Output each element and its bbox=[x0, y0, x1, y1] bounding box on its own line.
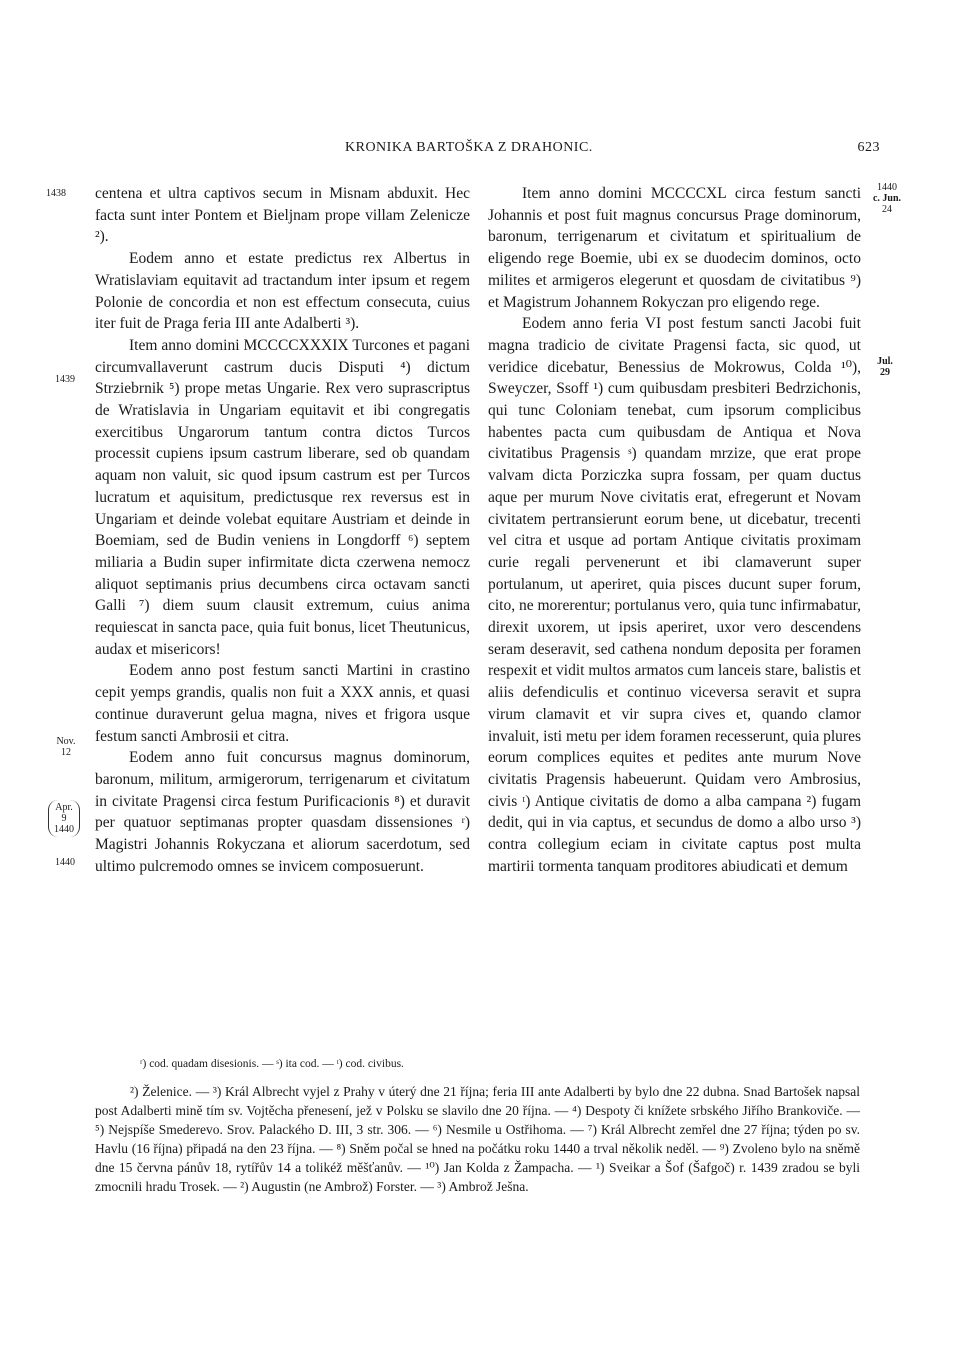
left-column bbox=[95, 183, 470, 878]
margin-month: Jul. bbox=[877, 356, 893, 367]
margin-day: 24 bbox=[882, 204, 892, 215]
paragraph: Item anno domini MCCCCXXXIX Turcones et pagani circumvallaverunt castrum ducis Disputi ⁴) dictum Strziebrnik ⁵) prope metas Ungarie. Rex vero suprascriptus de Wratislavia in Ungariam equitavit et ibi congregatis exercitibus Ungarorum tantum contra dictos Turcos processit cupiens ipsum castrum liberare, sed ob quandam aquam non valuit, sic quod ipsum castrum est per Turcos lucratum et aquisitum, predictusque rex reversus est in Ungariam et deinde volebat equitare Austriam et deinde in Boemiam, sed de Budin veniens in Longdorff ⁶) septem miliaria a Budin super infirmitate dicta czerwena nemocz aliquot septimanis prius decumbens circa octavam sancti Galli ⁷) diem suum clausit extremum, cuius anima requiescat in sancta pace, quia fuit bonus, licet Theutunicus, audax et misericors! bbox=[95, 336, 470, 658]
page-header bbox=[95, 140, 880, 160]
paragraph: Eodem anno fuit concursus magnus dominorum, baronum, militum, armigerorum, terrigenarum et civitatum in civitate Pragensi circa festum Purificacionis ⁸) et duravit per quatuor septimanas propter quasdam dissensiones ʳ) Magistri Johannis Rokyczana et aliorum sacerdotum, sed ultimo pulcremodo omnes se invicem composuerunt. bbox=[95, 749, 470, 875]
margin-year: 1440 bbox=[54, 824, 74, 835]
margin-day: 12 bbox=[61, 747, 71, 758]
margin-day: 9 bbox=[61, 813, 67, 824]
margin-month: c. Jun. bbox=[872, 193, 902, 204]
paragraph: Eodem anno et estate predictus rex Albertus in Wratislaviam equitavit ad tractandum inter ipsum et regem Polonie de concordia et non est effectum consecuta, cuius iter fuit de Praga feria III ante Adalberti ³). bbox=[95, 250, 470, 333]
margin-year: 1440 bbox=[877, 182, 897, 193]
paragraph: Eodem anno post festum sancti Martini in crastino cepit yemps grandis, qualis non fuit a XXX annis, et quasi continue duraverunt gelua magna, nives et frigora usque festum sancti Ambrosii et citra. bbox=[95, 662, 470, 745]
margin-date-apr bbox=[48, 800, 80, 837]
paragraph: Item anno domini MCCCCXL circa festum sancti Johannis et post fuit magnus concursus Prage dominorum, baronum, terrigenarum et civitatum et spiritualium de eligendo rege Boemie, ubi ex se duodecim dominos, octo milites et armigeros elegerunt et quosdam de civitatibus ⁹) et Magistrum Johannem Rokyczan pro eligendo rege. bbox=[488, 185, 861, 311]
editorial-footnotes bbox=[95, 1082, 860, 1196]
margin-month: Nov. bbox=[56, 736, 76, 747]
variant-footnotes: ʳ) cod. quadam disesionis. — ˢ) ita cod. — ᵗ) cod. civibus. bbox=[140, 1058, 404, 1070]
running-title: KRONIKA BARTOŠKA Z DRAHONIC. bbox=[345, 140, 593, 155]
margin-date-jun bbox=[872, 182, 902, 215]
margin-year-1438: 1438 bbox=[46, 188, 66, 199]
page-number: 623 bbox=[857, 140, 880, 155]
footnote-text: ²) Želenice. — ³) Král Albrecht vyjel z Prahy v úterý dne 21 října; feria III ante Adalberti by bylo dne 22 dubna. Snad Bartošek napsal post Adalberti mině tím sv. Vojtěcha přenesení, jež v Polsku se slavilo dne 20 října. — ⁴) Despoty či knížete srbského Jiřího Brankoviče. — ⁵) Nejspíše Smederevo. Srov. Palackého D. III, 3 str. 306. — ⁶) Nesmile u Ostřihoma. — ⁷) Král Albrecht zemřel dne 27 října; týden po sv. Havlu (16 října) připadá na den 23 října. — ⁸) Sněm počal se hned na počátku roku 1440 a trval několik neděl. — ⁹) Zvoleno bylo na sněmě dne 15 června pánův 18, rytířův 14 a tolikéž měšťanův. — ¹⁰) Jan Kolda z Žampacha. — ¹) Sveikar a Šof (Šafgoč) r. 1439 zradou se byli zmocnili hradu Trosek. — ²) Augustin (ne Ambrož) Forster. — ³) Ambrož Ješna. bbox=[95, 1084, 860, 1194]
paragraph: Eodem anno feria VI post festum sancti Jacobi fuit magna tradicio de civitate Pragensi facta, sic quod, ut veridice dicebatur, Benessius de Mokrowus, Colda ¹⁰), Sweyczer, Ssoff ¹) cum quibusdam presbiteri Bedrzichonis, qui tunc Coloniam tenebat, cum ipsorum complicibus habentes pacta cum quibusdam de Antiqua et Nova civitatibus Pragensis ˢ) quandam mrzize, que erat prope valvam dicta Porziczka supra fossam, per quam ductus aque per murum Nove civitatis erat, efregerunt et Novam civitatem pertransierunt eorum bene, ut dicebatur, trecenti vel citra et usque ad portam Antique civitatis proximam curie regali pervenerunt et ibi clamaverunt super portulanum, ut aperiret, quia pisces ducunt super forum, cito, ne morerentur; portulanus vero, quia tunc infirmabatur, direxit uxorem, ut ipsis aperiret, uxor vero descendens seram deseravit, sed cathena nondum deposita per foramen respexit et vidit multos armatos cum lanceis stare, balistis et aliis defendiculis et continuo viceversa seravit et supra virum clamavit et vir supra cives et, quando clamor invaluit, isti metu per idem foramen recesserunt, quia plures eorum complices equites et pedites ante murum Nove civitatis Pragensis habeuerunt. Quidam vero Ambrosius, civis ᵗ) Antique civitatis de domo a alba campana ²) fugam dedit, qui in via captus, et secundus de domo a albo urso ³) contra collegium eciam in civitate captus post multa martirii tormenta tanquam proditores abiudicati et demum bbox=[488, 315, 861, 875]
margin-day: 29 bbox=[880, 367, 890, 378]
margin-year-1440: 1440 bbox=[55, 857, 75, 868]
margin-month: Apr. bbox=[55, 802, 73, 813]
right-column bbox=[488, 183, 861, 878]
margin-date-jul bbox=[872, 356, 898, 378]
margin-date-nov bbox=[53, 736, 79, 758]
margin-year-1439: 1439 bbox=[55, 374, 75, 385]
paragraph: centena et ultra captivos secum in Misnam abduxit. Hec facta sunt inter Pontem et Bieljnam prope villam Zelenicze ²). bbox=[95, 185, 470, 246]
